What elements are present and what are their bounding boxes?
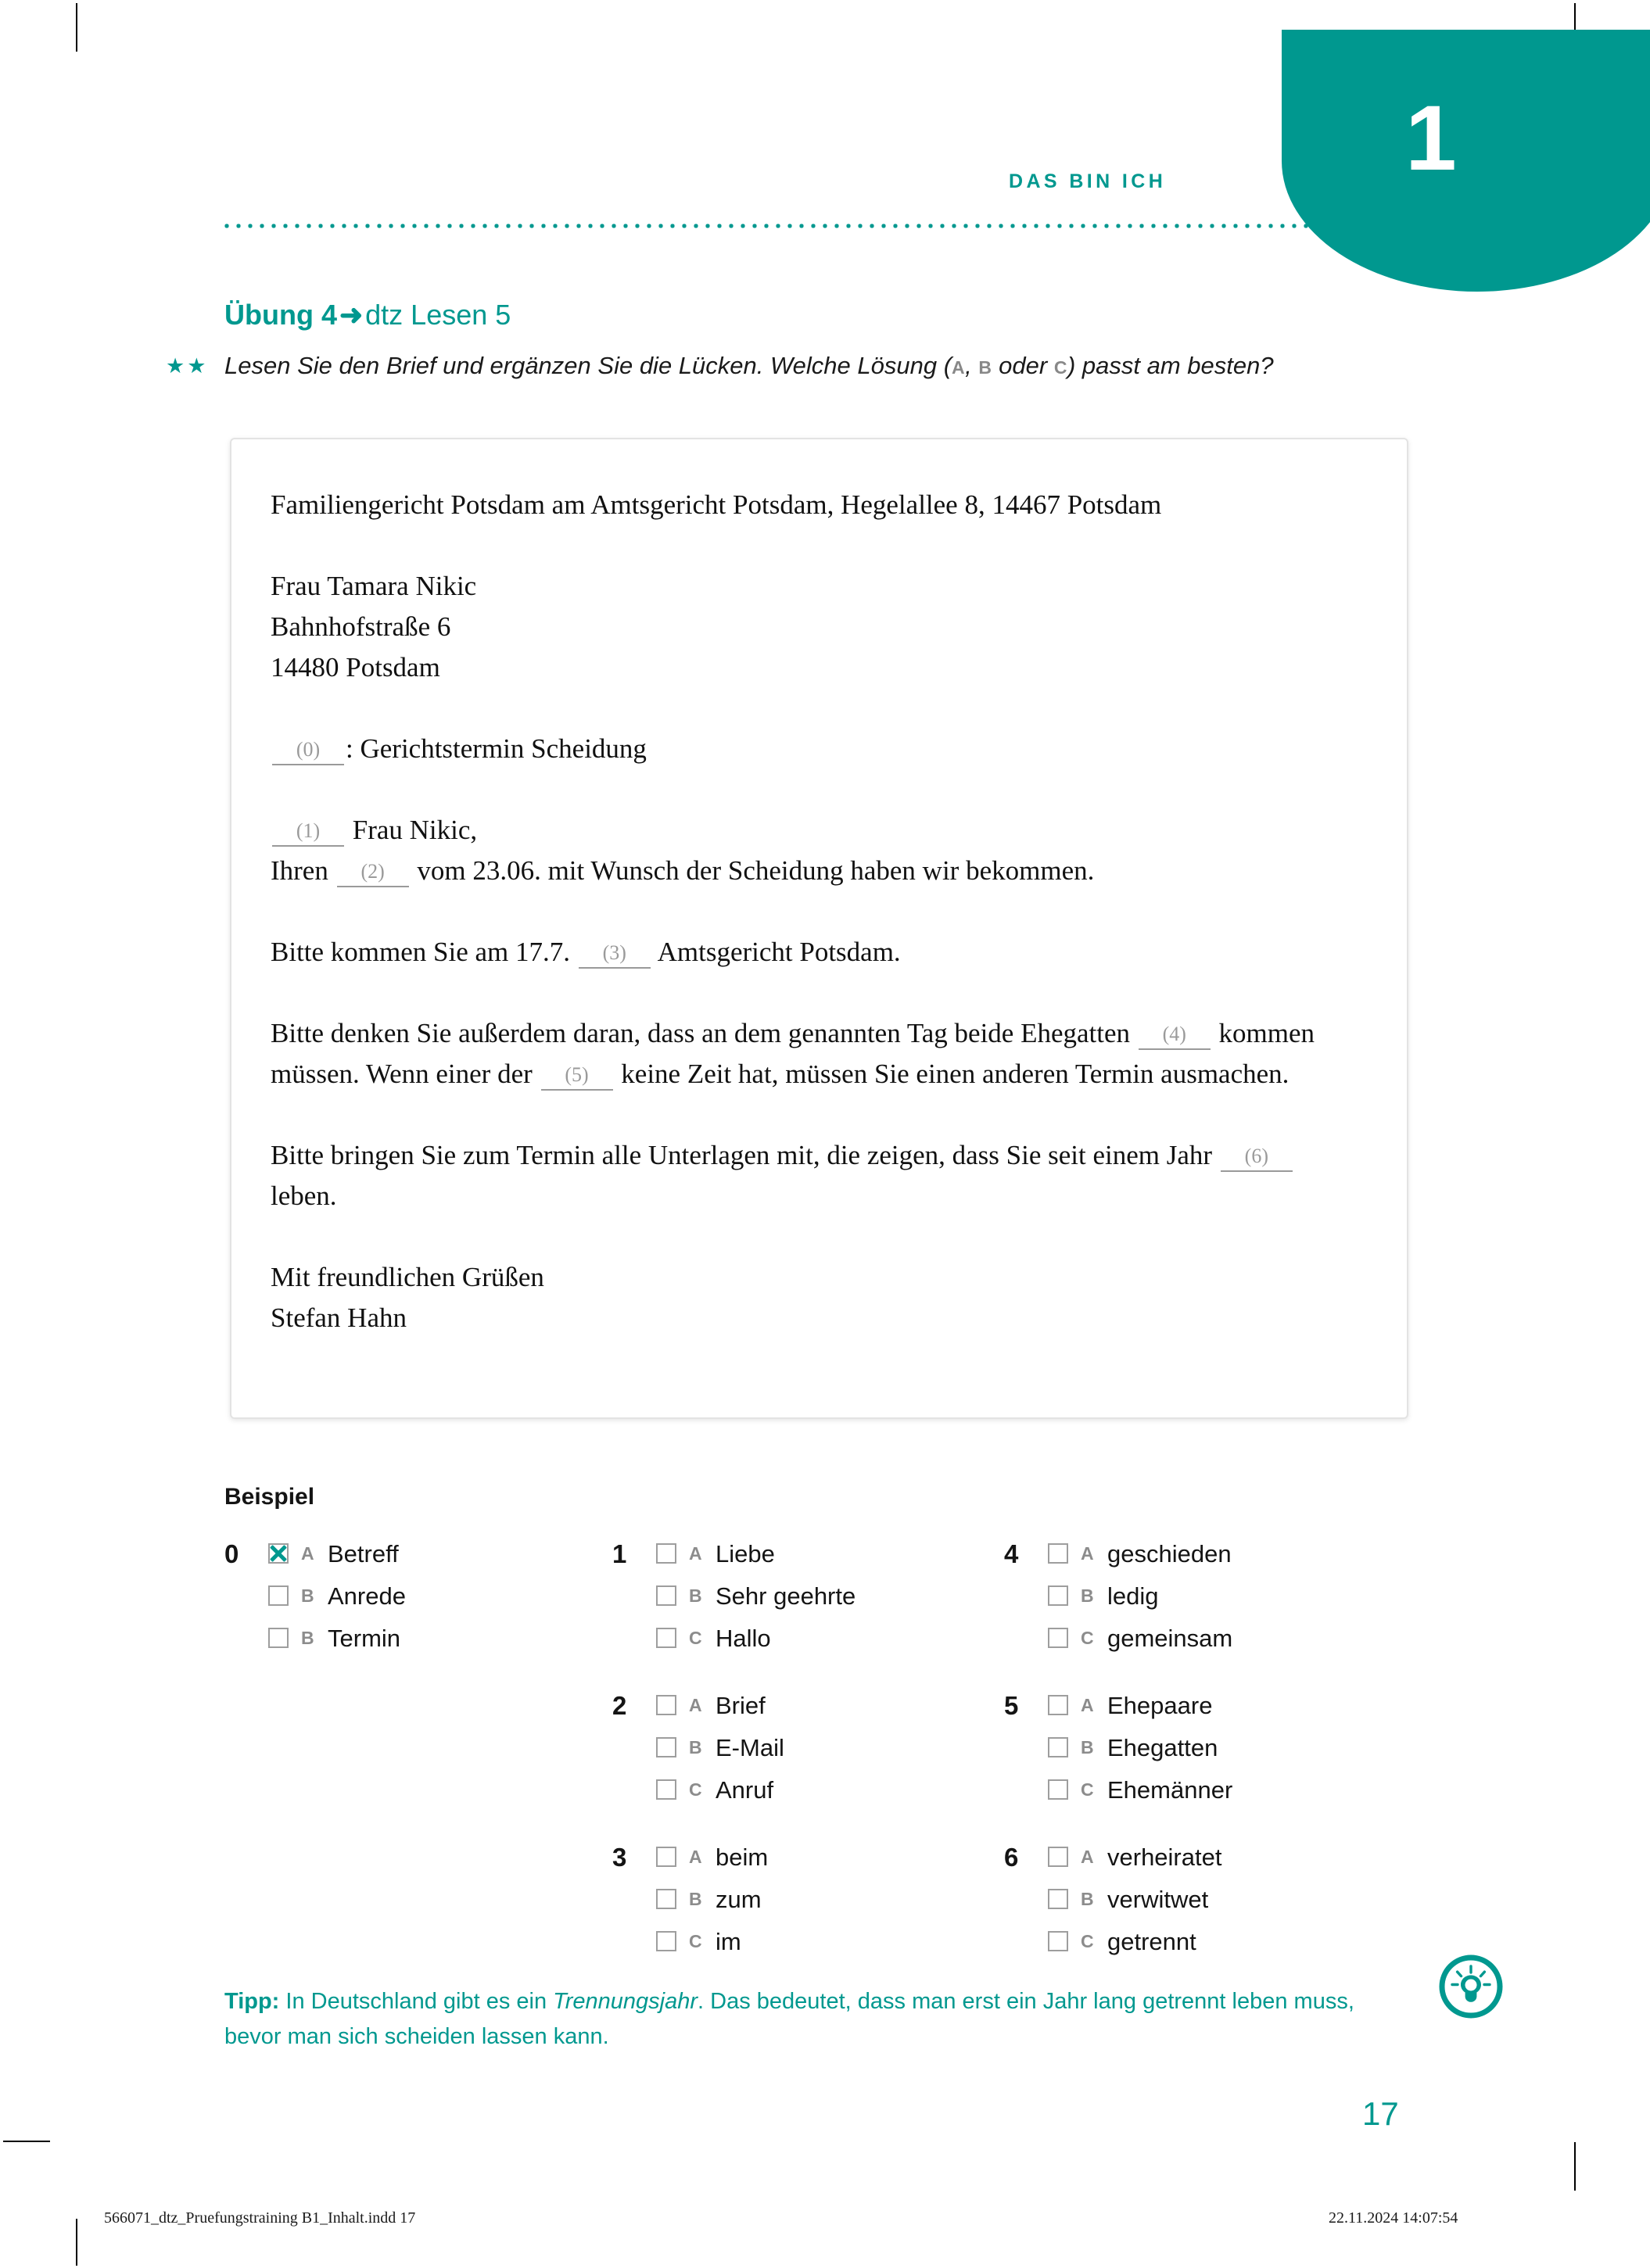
beispiel-label: Beispiel bbox=[224, 1484, 315, 1510]
question-number: 0 bbox=[224, 1539, 239, 1568]
letter-panel bbox=[230, 438, 1408, 1419]
answer-option-row[interactable] bbox=[1004, 1726, 1411, 1768]
checkbox[interactable] bbox=[1048, 1847, 1068, 1867]
option-letter: B bbox=[301, 1627, 314, 1648]
exercise-title: Übung 4 bbox=[224, 299, 337, 331]
question-number: 6 bbox=[1004, 1842, 1019, 1872]
option-text: Ehemänner bbox=[1107, 1775, 1233, 1804]
answers-column-2 bbox=[1004, 1532, 1411, 1962]
checkbox-checked[interactable] bbox=[268, 1543, 289, 1564]
gap-5[interactable]: (5) bbox=[541, 1061, 613, 1091]
checkbox[interactable] bbox=[656, 1695, 676, 1715]
chapter-number: 1 bbox=[1405, 87, 1455, 190]
page-number: 17 bbox=[1362, 2095, 1399, 2132]
lightbulb-icon bbox=[1437, 1953, 1505, 2020]
option-letter: C bbox=[689, 1930, 702, 1951]
tipp-part1: In Deutschland gibt es ein bbox=[279, 1989, 554, 2014]
option-label-b: B bbox=[978, 357, 992, 378]
gap-3[interactable]: (3) bbox=[579, 939, 651, 969]
question-group-0 bbox=[224, 1532, 576, 1659]
question-number: 5 bbox=[1004, 1690, 1019, 1720]
option-text: Termin bbox=[328, 1624, 401, 1652]
p4-post-text: keine Zeit hat, müssen Sie einen anderen Termin ausmachen. bbox=[614, 1059, 1290, 1089]
question-group-5 bbox=[1004, 1684, 1411, 1811]
option-text: beim bbox=[716, 1843, 769, 1871]
tipp-italic-term: Trennungsjahr bbox=[553, 1989, 698, 2014]
option-text: Anruf bbox=[716, 1775, 774, 1804]
letter-sender-line bbox=[271, 485, 1365, 525]
option-letter: C bbox=[689, 1627, 702, 1648]
recipient-city-text: 14480 Potsdam bbox=[271, 652, 440, 683]
answer-option-row[interactable] bbox=[612, 1575, 988, 1617]
tipp-label: Tipp: bbox=[224, 1989, 280, 2014]
letter-recipient-city bbox=[271, 647, 1365, 688]
option-text: verwitwet bbox=[1107, 1885, 1209, 1913]
letter-signature bbox=[271, 1298, 1365, 1338]
question-group-2 bbox=[612, 1684, 988, 1811]
checkbox[interactable] bbox=[656, 1847, 676, 1867]
option-letter: C bbox=[1081, 1627, 1094, 1648]
question-group-4 bbox=[1004, 1532, 1411, 1659]
question-number: 4 bbox=[1004, 1539, 1019, 1568]
gap-2[interactable]: (2) bbox=[337, 858, 409, 887]
tipp-part2: . Das bedeutet, dass man erst ein Jahr lang getrennt leben muss, bevor man sich scheiden lassen kann. bbox=[224, 1989, 1354, 2049]
gap-4[interactable]: (4) bbox=[1139, 1020, 1211, 1050]
option-letter: A bbox=[1081, 1542, 1094, 1564]
ihren-pre-text: Ihren bbox=[271, 855, 335, 886]
answer-option-row[interactable] bbox=[1004, 1684, 1411, 1726]
letter-salutation-line bbox=[271, 810, 1365, 851]
answer-option-row[interactable] bbox=[612, 1726, 988, 1768]
question-group-1 bbox=[612, 1532, 988, 1659]
running-head: DAS BIN ICH bbox=[1009, 170, 1167, 192]
option-text: im bbox=[716, 1927, 741, 1955]
checkbox[interactable] bbox=[268, 1585, 289, 1606]
checkbox[interactable] bbox=[1048, 1628, 1068, 1648]
option-letter: A bbox=[689, 1846, 702, 1867]
answer-option-row[interactable] bbox=[1004, 1575, 1411, 1617]
p5-post-text: leben. bbox=[271, 1181, 337, 1211]
letter-line-ihren bbox=[271, 851, 1365, 891]
p3-post-text: Amtsgericht Potsdam. bbox=[651, 937, 901, 967]
exercise-instruction bbox=[224, 352, 1274, 380]
letter-subject-line bbox=[271, 729, 1365, 769]
option-text: ledig bbox=[1107, 1582, 1159, 1610]
option-text: Liebe bbox=[716, 1539, 775, 1568]
letter-body bbox=[271, 485, 1365, 1338]
crop-mark-bottom-left-horizontal bbox=[3, 2141, 50, 2142]
closing-text: Mit freundlichen Grüßen bbox=[271, 1262, 544, 1292]
letter-paragraph-5 bbox=[271, 1135, 1365, 1216]
question-number: 2 bbox=[612, 1690, 627, 1720]
checkbox[interactable] bbox=[1048, 1585, 1068, 1606]
answer-option-row[interactable] bbox=[224, 1532, 576, 1575]
option-text: gemeinsam bbox=[1107, 1624, 1233, 1652]
p3-pre-text: Bitte kommen Sie am 17.7. bbox=[271, 937, 577, 967]
checkbox[interactable] bbox=[1048, 1695, 1068, 1715]
answers-column-1 bbox=[612, 1532, 988, 1962]
option-letter: A bbox=[1081, 1694, 1094, 1715]
answer-option-row[interactable] bbox=[612, 1836, 988, 1878]
checkbox[interactable] bbox=[656, 1585, 676, 1606]
answer-option-row[interactable] bbox=[612, 1532, 988, 1575]
checkbox[interactable] bbox=[656, 1779, 676, 1800]
option-label-c: C bbox=[1053, 357, 1067, 378]
option-letter: C bbox=[689, 1779, 702, 1800]
p5-pre-text: Bitte bringen Sie zum Termin alle Unterlagen mit, die zeigen, dass Sie seit einem Jahr bbox=[271, 1140, 1219, 1170]
option-text: Ehegatten bbox=[1107, 1733, 1218, 1761]
checkbox[interactable] bbox=[1048, 1931, 1068, 1951]
option-letter: A bbox=[301, 1542, 314, 1564]
answer-option-row[interactable] bbox=[1004, 1878, 1411, 1920]
signature-text: Stefan Hahn bbox=[271, 1302, 407, 1333]
option-letter: A bbox=[689, 1542, 702, 1564]
checkbox[interactable] bbox=[268, 1628, 289, 1648]
tipp-box bbox=[224, 1984, 1390, 2055]
option-letter: A bbox=[689, 1694, 702, 1715]
answers-column-0 bbox=[224, 1532, 576, 1659]
instruction-text-start: Lesen Sie den Brief und ergänzen Sie die Lücken. Welche Lösung ( bbox=[224, 352, 952, 379]
option-letter: A bbox=[1081, 1846, 1094, 1867]
answer-option-row[interactable] bbox=[1004, 1836, 1411, 1878]
option-letter: B bbox=[689, 1888, 702, 1909]
answer-option-row[interactable] bbox=[224, 1617, 576, 1659]
option-text: Anrede bbox=[328, 1582, 406, 1610]
option-text: zum bbox=[716, 1885, 762, 1913]
checkbox[interactable] bbox=[656, 1737, 676, 1757]
answer-option-row[interactable] bbox=[612, 1878, 988, 1920]
header-dotted-rule bbox=[224, 224, 1333, 228]
gap-6[interactable]: (6) bbox=[1221, 1142, 1293, 1172]
exercise-heading bbox=[224, 299, 511, 331]
p4-pre-text: Bitte denken Sie außerdem daran, dass an dem genannten Tag beide Ehegatten bbox=[271, 1018, 1137, 1048]
instruction-text-end: ) passt am besten? bbox=[1067, 352, 1274, 379]
option-letter: B bbox=[689, 1736, 702, 1757]
gap-0[interactable]: (0) bbox=[272, 736, 344, 765]
difficulty-stars: ★★ bbox=[166, 354, 209, 378]
salutation-rest-text: Frau Nikic, bbox=[346, 815, 478, 845]
answer-option-row[interactable] bbox=[1004, 1768, 1411, 1811]
option-text: Brief bbox=[716, 1691, 766, 1719]
arrow-icon: ➜ bbox=[339, 299, 364, 331]
subject-rest-text: : Gerichtstermin Scheidung bbox=[346, 733, 647, 764]
option-text: verheiratet bbox=[1107, 1843, 1222, 1871]
exercise-reference: dtz Lesen 5 bbox=[365, 299, 511, 331]
crop-mark-bottom-left-vertical bbox=[76, 2219, 77, 2266]
question-group-3 bbox=[612, 1836, 988, 1962]
question-number: 3 bbox=[612, 1842, 627, 1872]
letter-sender-text: Familiengericht Potsdam am Amtsgericht Potsdam, Hegelallee 8, 14467 Potsdam bbox=[271, 489, 1162, 520]
p4-mid-text: kommen müssen. Wenn einer der bbox=[271, 1018, 1315, 1089]
answer-option-row[interactable] bbox=[224, 1575, 576, 1617]
option-text: Betreff bbox=[328, 1539, 399, 1568]
footer-file-info: 566071_dtz_Pruefungstraining B1_Inhalt.indd 17 bbox=[104, 2209, 416, 2227]
option-letter: B bbox=[689, 1585, 702, 1606]
option-text: E-Mail bbox=[716, 1733, 784, 1761]
checkbox[interactable] bbox=[656, 1889, 676, 1909]
option-letter: B bbox=[1081, 1585, 1094, 1606]
checkbox[interactable] bbox=[1048, 1889, 1068, 1909]
answer-option-row[interactable] bbox=[1004, 1532, 1411, 1575]
recipient-name-text: Frau Tamara Nikic bbox=[271, 571, 477, 601]
checkbox[interactable] bbox=[656, 1543, 676, 1564]
checkbox[interactable] bbox=[1048, 1779, 1068, 1800]
crop-mark-bottom-right-vertical bbox=[1574, 2142, 1576, 2191]
answer-option-row[interactable] bbox=[612, 1920, 988, 1962]
question-group-6 bbox=[1004, 1836, 1411, 1962]
option-text: getrennt bbox=[1107, 1927, 1196, 1955]
checkbox[interactable] bbox=[1048, 1737, 1068, 1757]
checkbox[interactable] bbox=[656, 1931, 676, 1951]
option-letter: C bbox=[1081, 1779, 1094, 1800]
letter-paragraph-4 bbox=[271, 1013, 1365, 1095]
letter-recipient-street bbox=[271, 607, 1365, 647]
answer-option-row[interactable] bbox=[1004, 1617, 1411, 1659]
option-text: geschieden bbox=[1107, 1539, 1232, 1568]
answer-option-row[interactable] bbox=[612, 1617, 988, 1659]
instruction-sep-2: oder bbox=[992, 352, 1054, 379]
answer-option-row[interactable] bbox=[612, 1768, 988, 1811]
option-text: Sehr geehrte bbox=[716, 1582, 856, 1610]
gap-1[interactable]: (1) bbox=[272, 817, 344, 847]
crop-mark-top-left bbox=[76, 3, 77, 52]
option-letter: B bbox=[1081, 1736, 1094, 1757]
question-number: 1 bbox=[612, 1539, 627, 1568]
checkbox[interactable] bbox=[1048, 1543, 1068, 1564]
option-letter: B bbox=[1081, 1888, 1094, 1909]
checkbox[interactable] bbox=[656, 1628, 676, 1648]
option-letter: B bbox=[301, 1585, 314, 1606]
letter-paragraph-3 bbox=[271, 932, 1365, 973]
answer-option-row[interactable] bbox=[1004, 1920, 1411, 1962]
recipient-street-text: Bahnhofstraße 6 bbox=[271, 611, 451, 642]
letter-recipient-name bbox=[271, 566, 1365, 607]
footer-timestamp: 22.11.2024 14:07:54 bbox=[1329, 2209, 1458, 2227]
option-text: Hallo bbox=[716, 1624, 771, 1652]
answer-option-row[interactable] bbox=[612, 1684, 988, 1726]
instruction-sep-1: , bbox=[965, 352, 979, 379]
option-text: Ehepaare bbox=[1107, 1691, 1213, 1719]
option-letter: C bbox=[1081, 1930, 1094, 1951]
letter-closing bbox=[271, 1257, 1365, 1298]
option-label-a: A bbox=[952, 357, 966, 378]
ihren-post-text: vom 23.06. mit Wunsch der Scheidung haben wir bekommen. bbox=[410, 855, 1095, 886]
